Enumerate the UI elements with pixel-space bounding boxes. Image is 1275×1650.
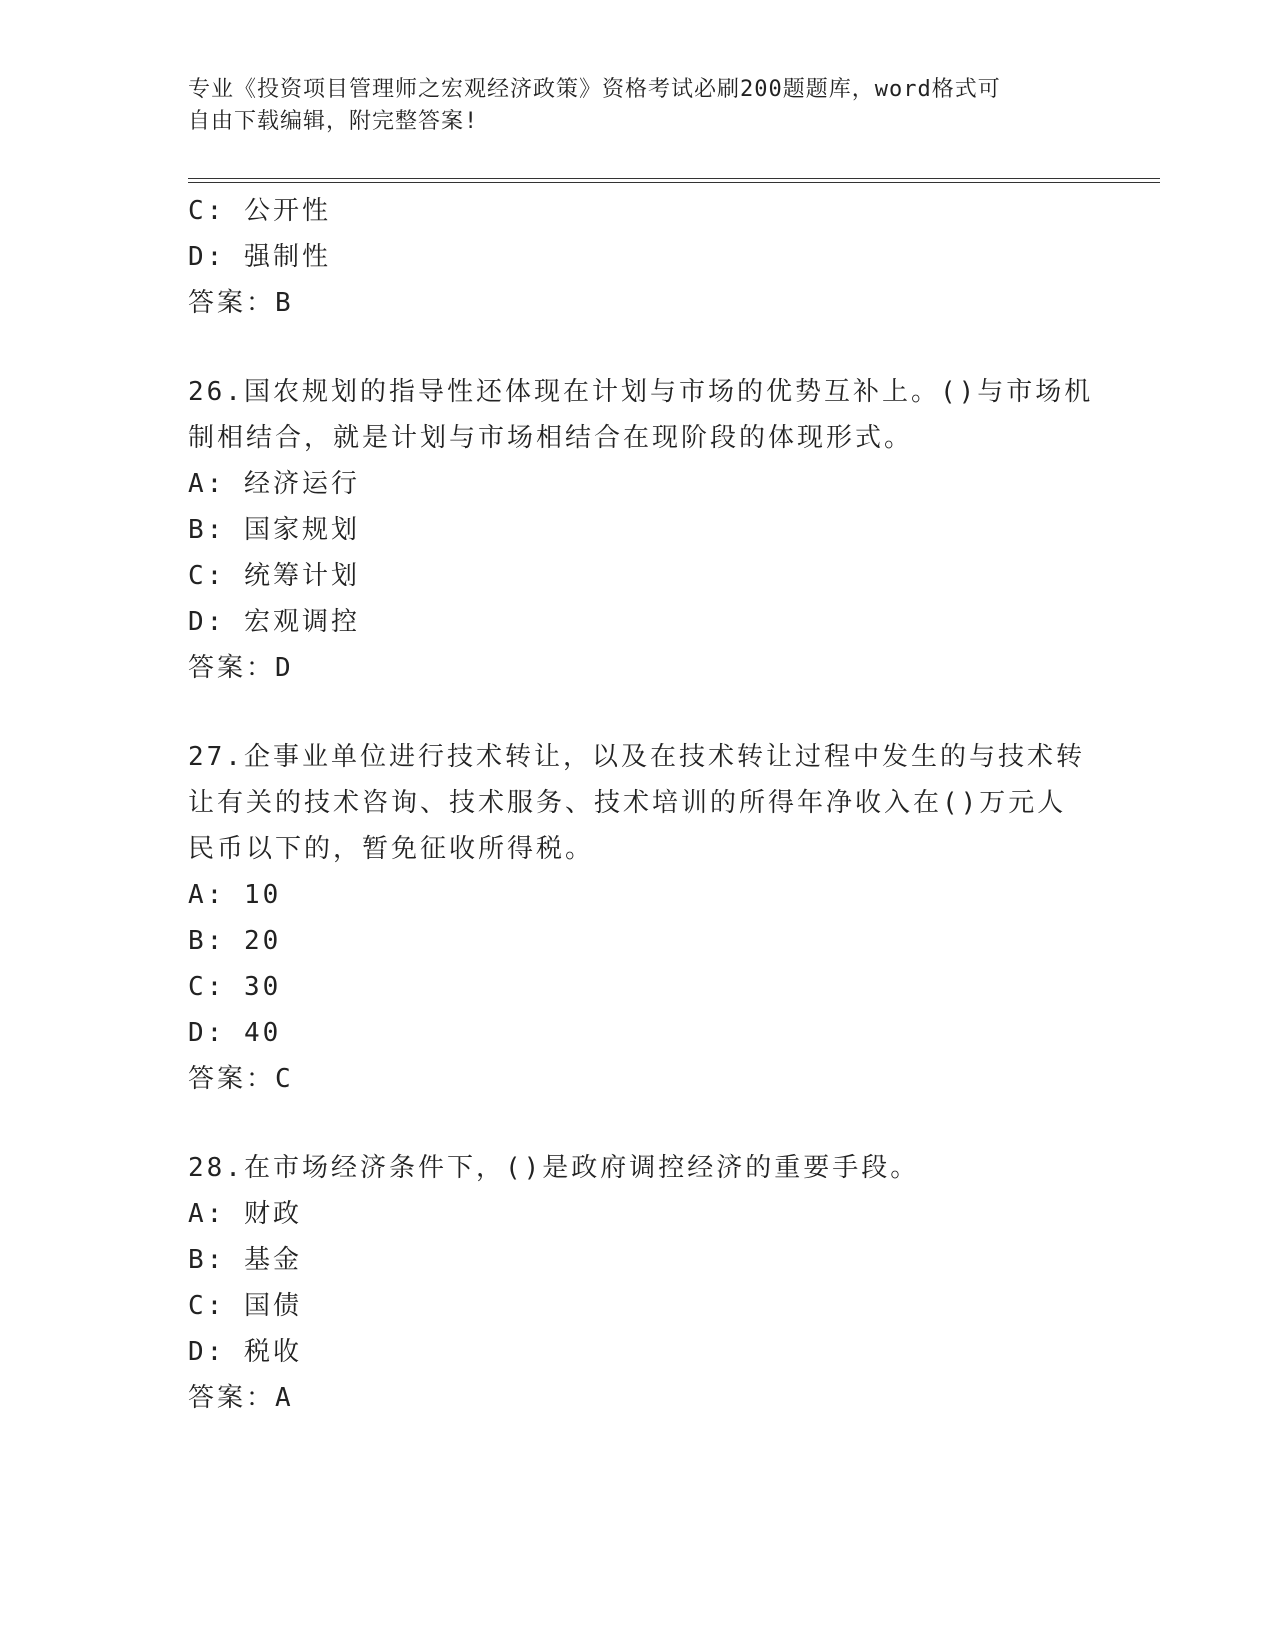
answer: 答案：D [188,653,294,683]
option-d: D: 强制性 [188,242,331,272]
option-c: C: 公开性 [188,196,331,226]
option-a: A: 经济运行 [188,469,360,499]
option-b: B: 国家规划 [188,515,360,545]
option-c: C: 统筹计划 [188,561,360,591]
answer: 答案：C [188,1064,294,1094]
stem-line: 27.企事业单位进行技术转让，以及在技术转让过程中发生的与技术转 [188,742,1085,772]
header-line-2: 自由下载编辑，附完整答案! [188,109,479,134]
header-line-1: 专业《投资项目管理师之宏观经济政策》资格考试必刷200题题库，word格式可 [188,77,1001,102]
option-b: B: 基金 [188,1245,302,1275]
option-a: A: 财政 [188,1199,302,1229]
stem-line: 26.国农规划的指导性还体现在计划与市场的优势互补上。()与市场机 [188,377,1094,407]
question-stem [188,734,1088,872]
option-a: A: 10 [188,880,282,910]
spacer [188,691,1088,734]
header-divider [188,178,1160,183]
option-d: D: 税收 [188,1337,302,1367]
spacer [188,1102,1088,1145]
spacer [188,326,1088,369]
option-c: C: 国债 [188,1291,302,1321]
answer: 答案：A [188,1383,294,1413]
question-27 [188,734,1088,1102]
question-stem [188,1145,1088,1191]
question-28 [188,1145,1088,1421]
answer: 答案：B [188,288,294,318]
stem-line: 28.在市场经济条件下，()是政府调控经济的重要手段。 [188,1153,920,1183]
stem-line: 民币以下的，暂免征收所得税。 [188,834,595,864]
question-stem [188,369,1094,461]
document-header [188,74,1088,138]
stem-line: 制相结合，就是计划与市场相结合在现阶段的体现形式。 [188,423,914,453]
stem-line: 让有关的技术咨询、技术服务、技术培训的所得年净收入在()万元人 [188,788,1067,818]
option-b: B: 20 [188,926,282,956]
option-c: C: 30 [188,972,282,1002]
document-body [188,188,1094,1421]
question-26 [188,369,1094,691]
option-d: D: 40 [188,1018,282,1048]
question-25-continued [188,188,1088,326]
option-d: D: 宏观调控 [188,607,360,637]
